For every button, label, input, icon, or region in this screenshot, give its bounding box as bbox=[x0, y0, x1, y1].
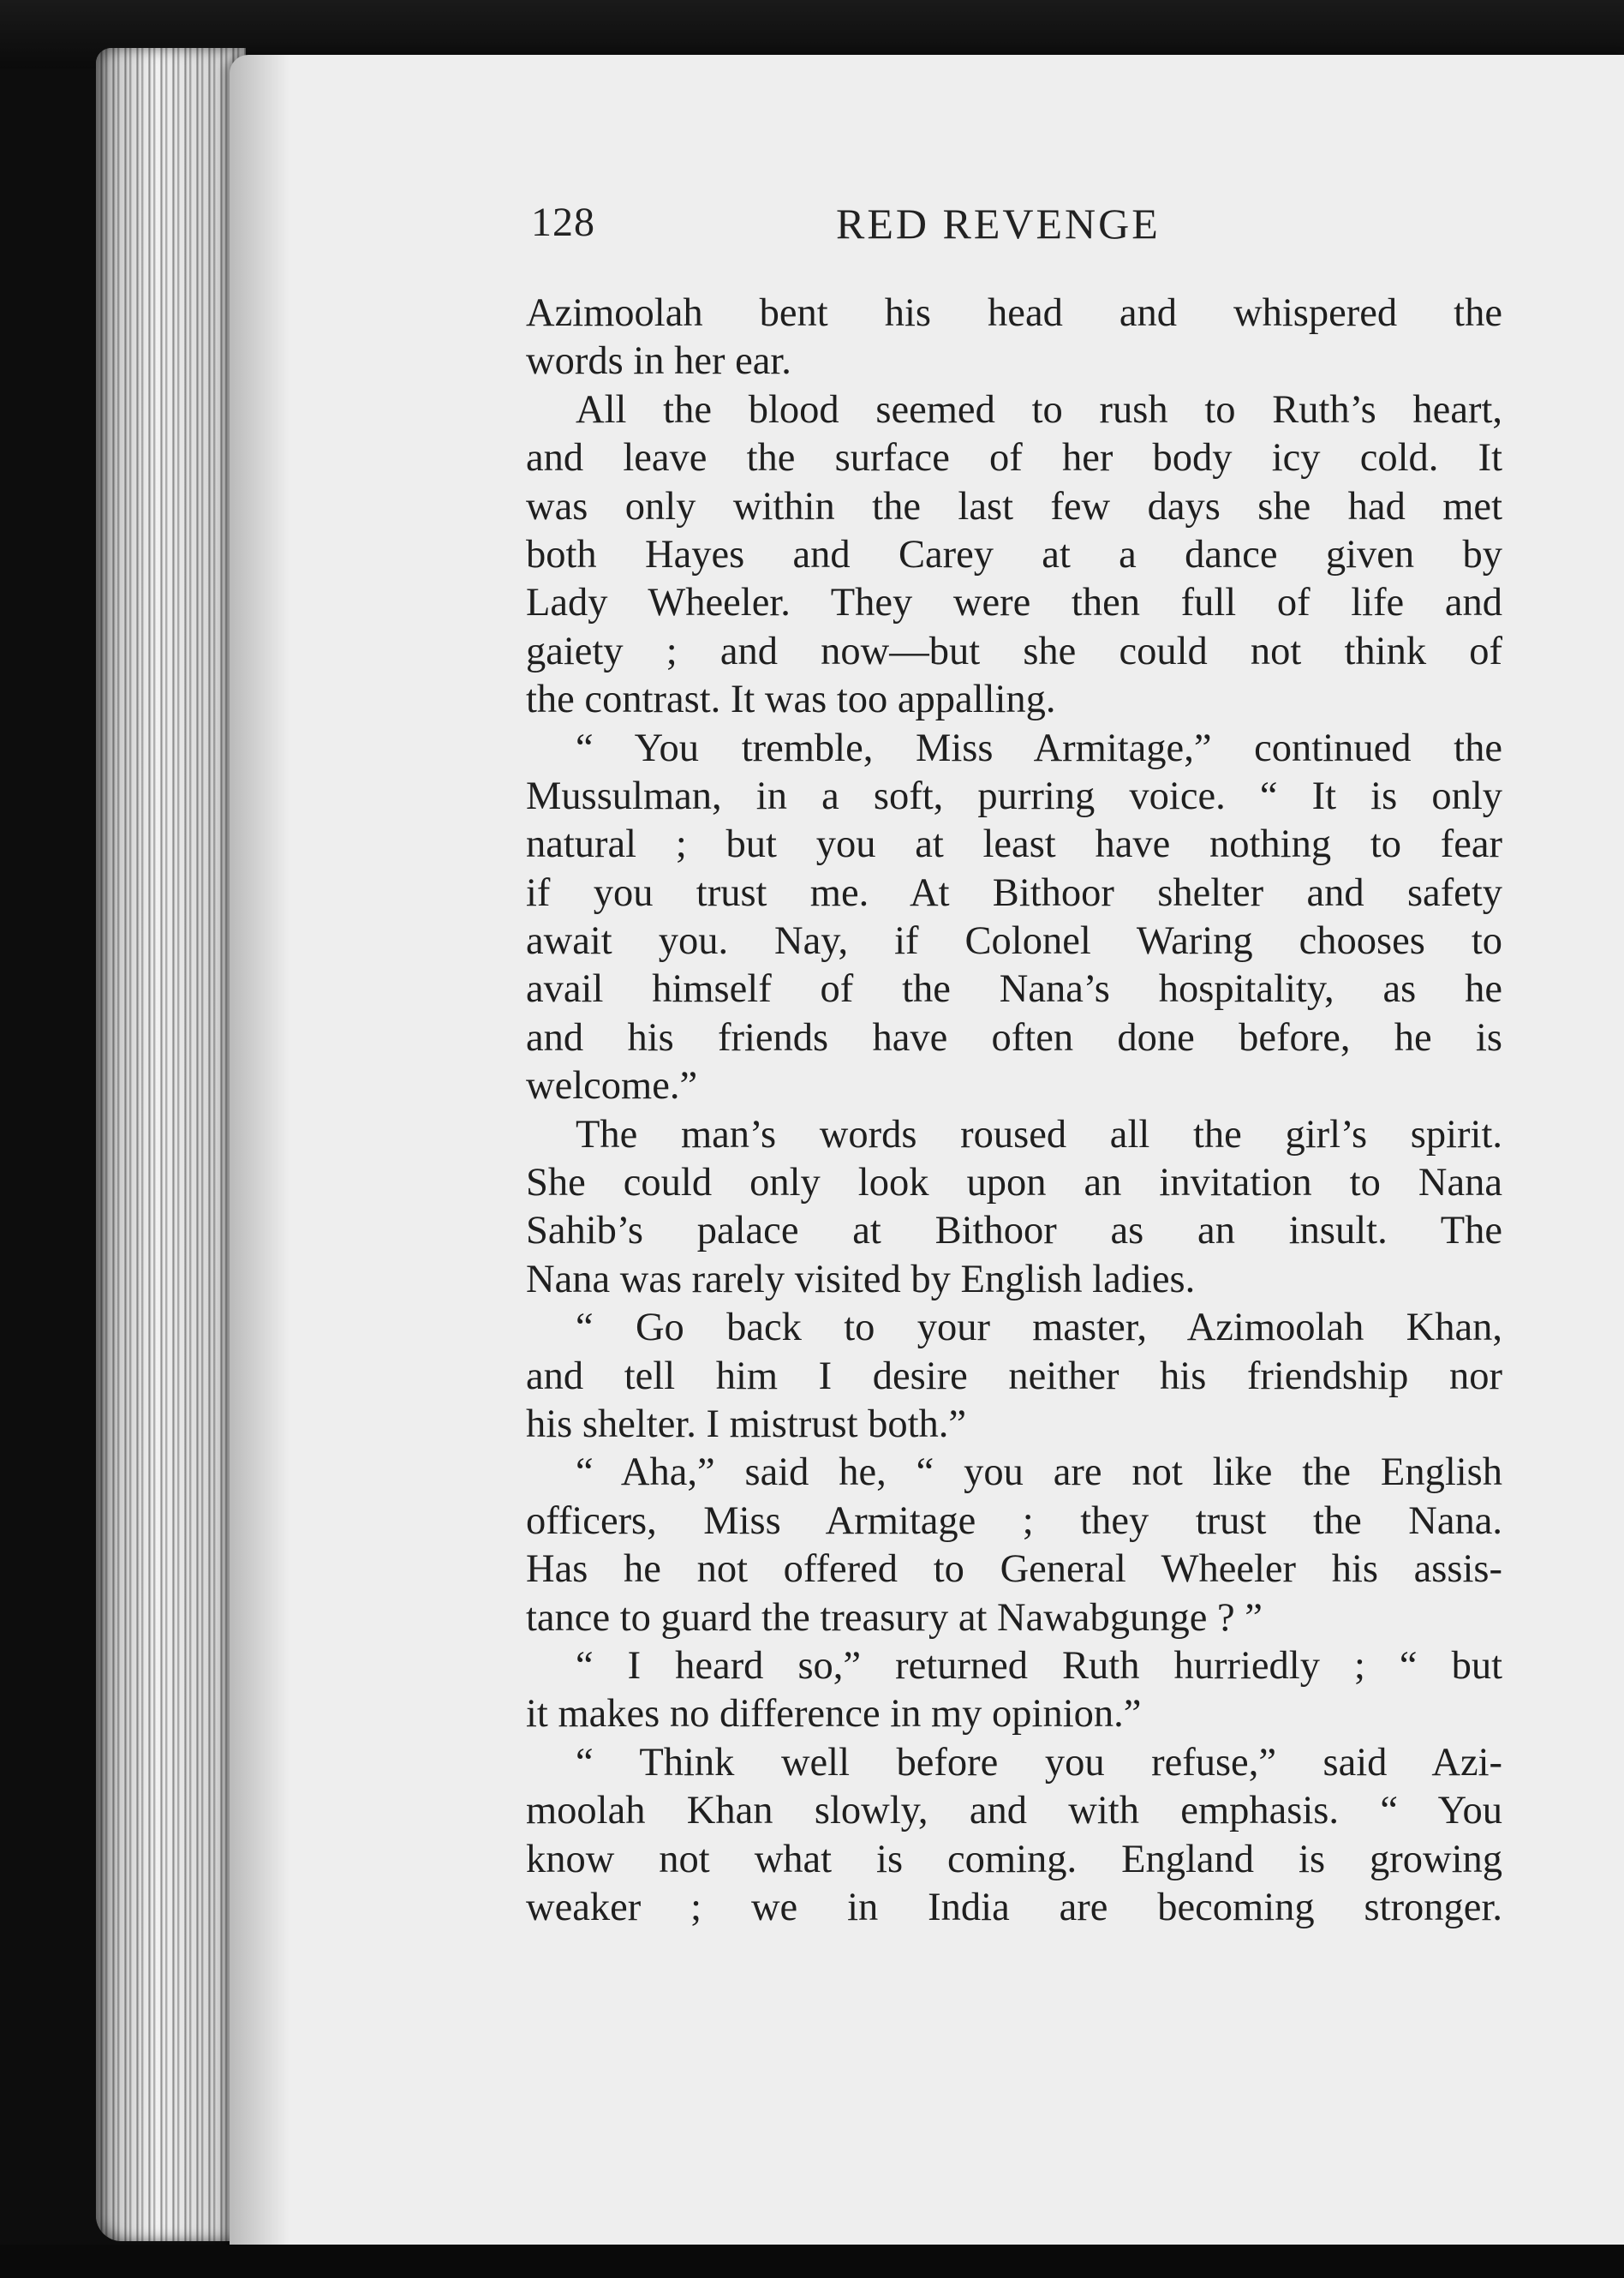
page-header bbox=[531, 199, 1508, 259]
body-text bbox=[526, 290, 1502, 1932]
text-line: “ Think well before you refuse,” said Azi- bbox=[576, 1740, 1502, 1785]
text-line: She could only look upon an invitation to Nana bbox=[526, 1161, 1502, 1205]
text-line: “ Go back to your master, Azimoolah Khan, bbox=[576, 1306, 1502, 1350]
text-line: moolah Khan slowly, and with emphasis. “ You bbox=[526, 1789, 1502, 1833]
text-line: “ Aha,” said he, “ you are not like the English bbox=[576, 1450, 1502, 1495]
text-line: words in her ear. bbox=[526, 339, 791, 384]
text-line: natural ; but you at least have nothing to fear bbox=[526, 822, 1502, 867]
text-line: and leave the surface of her body icy cold. It bbox=[526, 436, 1502, 481]
text-line: tance to guard the treasury at Nawabgunge ? ” bbox=[526, 1595, 1263, 1640]
page-number: 128 bbox=[531, 200, 595, 245]
text-line: gaiety ; and now—but she could not think of bbox=[526, 629, 1502, 673]
text-line: if you trust me. At Bithoor shelter and safety bbox=[526, 870, 1502, 915]
text-line: it makes no difference in my opinion.” bbox=[526, 1692, 1142, 1737]
text-line: was only within the last few days she had met bbox=[526, 484, 1502, 529]
gutter-shadow bbox=[230, 55, 290, 2257]
text-line: his shelter. I mistrust both.” bbox=[526, 1402, 967, 1446]
text-line: officers, Miss Armitage ; they trust the Nana. bbox=[526, 1498, 1502, 1543]
text-line: The man’s words roused all the girl’s spirit. bbox=[576, 1112, 1502, 1157]
page-edge-shadow bbox=[96, 48, 246, 2241]
text-line: the contrast. It was too appalling. bbox=[526, 678, 1056, 722]
text-line: avail himself of the Nana’s hospitality, as he bbox=[526, 967, 1502, 1012]
bottom-backdrop bbox=[0, 2245, 1624, 2278]
text-line: know not what is coming. England is growing bbox=[526, 1837, 1502, 1881]
text-line: Lady Wheeler. They were then full of life and bbox=[526, 581, 1502, 625]
text-line: await you. Nay, if Colonel Waring chooses to bbox=[526, 919, 1502, 964]
text-line: Azimoolah bent his head and whispered the bbox=[526, 291, 1502, 335]
text-line: and tell him I desire neither his friendship nor bbox=[526, 1354, 1502, 1398]
text-line: weaker ; we in India are becoming stronger. bbox=[526, 1885, 1502, 1929]
running-title: RED REVENGE bbox=[836, 200, 1161, 248]
text-line: welcome.” bbox=[526, 1064, 698, 1109]
text-line: Sahib’s palace at Bithoor as an insult. The bbox=[526, 1209, 1502, 1253]
text-line: both Hayes and Carey at a dance given by bbox=[526, 532, 1502, 577]
text-line: and his friends have often done before, he is bbox=[526, 1015, 1502, 1060]
text-line: “ I heard so,” returned Ruth hurriedly ; “ but bbox=[576, 1643, 1502, 1688]
text-line: All the blood seemed to rush to Ruth’s heart, bbox=[576, 387, 1502, 432]
text-line: “ You tremble, Miss Armitage,” continued the bbox=[576, 726, 1502, 770]
text-line: Nana was rarely visited by English ladies. bbox=[526, 1257, 1196, 1301]
text-line: Has he not offered to General Wheeler his assis- bbox=[526, 1547, 1502, 1592]
text-line: Mussulman, in a soft, purring voice. “ It is only bbox=[526, 774, 1502, 818]
